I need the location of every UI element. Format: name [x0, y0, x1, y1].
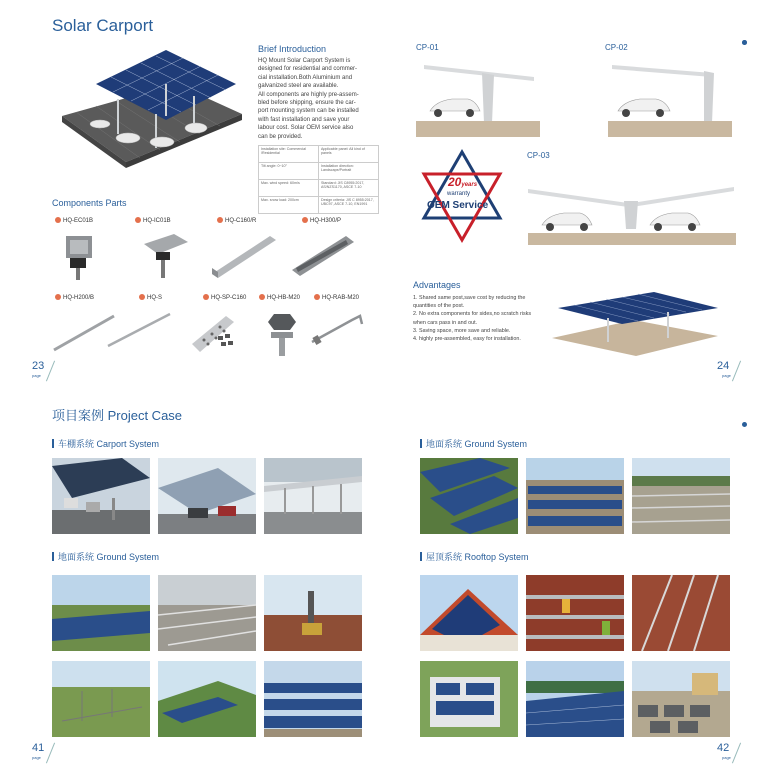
heading-text: 地面系统 Ground System — [426, 439, 528, 449]
brief-intro-heading: Brief Introduction — [258, 44, 327, 54]
cp02-illustration — [608, 55, 732, 144]
page-marker-dot — [742, 40, 747, 45]
ground-system-photo — [264, 575, 362, 651]
carport-photo — [158, 458, 256, 534]
ground-system-heading-right — [420, 437, 527, 450]
page-divider-slash — [732, 743, 741, 764]
oem-years-number: 20 — [448, 175, 462, 189]
bullet-icon — [203, 294, 209, 300]
rooftop-system-heading — [420, 550, 529, 563]
oem-years-suffix: years — [461, 182, 478, 188]
page-number-left: 23 — [32, 360, 45, 372]
advantage-item: 4. highly pre-assembled, easy for installation. — [413, 336, 521, 343]
project-case-title: 项目案例 Project Case — [52, 408, 183, 423]
part-label-h200b — [55, 294, 94, 301]
advantages-heading: Advantages — [413, 280, 461, 290]
bolt-pile-image — [216, 332, 240, 357]
advantages-list — [413, 294, 553, 343]
rooftop-system-photo — [526, 575, 624, 651]
anchor-bolt-image — [308, 312, 366, 353]
ground-system-photo — [420, 458, 518, 534]
spec-cell: Installation site: Commercial /Residential — [259, 146, 319, 163]
bullet-icon — [302, 217, 308, 223]
page-divider-slash — [46, 743, 55, 764]
page-label-left: page — [32, 755, 41, 760]
inter-clamp-image — [140, 230, 192, 289]
part-code: HQ-H300/P — [310, 218, 342, 224]
oem-service-badge — [418, 148, 506, 249]
advantage-item: 2. No extra components for sides,no scratch risks — [413, 311, 532, 318]
heading-bar — [420, 439, 422, 448]
cp03-illustration — [528, 165, 736, 252]
cp02-label: CP-02 — [605, 43, 628, 52]
page-number-left: 41 — [32, 742, 45, 754]
part-label-hb-m20 — [259, 294, 300, 301]
part-label-sp-c160 — [203, 294, 246, 301]
oem-years — [448, 175, 477, 189]
advantage-item: quantities of the post. — [413, 303, 465, 310]
ground-system-photo — [158, 575, 256, 651]
spec-cell: Max. snow load: 200cm — [259, 197, 319, 214]
ground-system-photo — [264, 661, 362, 737]
bullet-icon — [135, 217, 141, 223]
part-code: HQ-HB-M20 — [267, 295, 301, 301]
brief-intro-text: HQ Mount Solar Carport System is designed for residential and commer- cial installation.Both Aluminium and galvanized steel are available. All components are highly pre-assem- bled before shipping, ensure the car- port mounting system can be installed with fast installation and save your labour cost. Solar OEM service also can be provided. — [258, 58, 359, 140]
bullet-icon — [55, 294, 61, 300]
ground-system-photo — [52, 575, 150, 651]
part-label-rab-m20 — [314, 294, 359, 301]
end-clamp-image — [58, 230, 108, 289]
cp01-label: CP-01 — [416, 43, 439, 52]
part-code: HQ-RAB-M20 — [322, 295, 360, 301]
heading-bar — [420, 552, 422, 561]
heading-text: 车棚系统 Carport System — [58, 439, 160, 449]
heading-text: 屋顶系统 Rooftop System — [426, 552, 529, 562]
page-number-right: 42 — [717, 742, 730, 754]
ground-system-photo — [52, 661, 150, 737]
heading-text: 地面系统 Ground System — [58, 552, 160, 562]
rooftop-system-photo — [420, 575, 518, 651]
spec-cell: Installation direction: Landscape/Portrait — [319, 163, 379, 180]
spec-table — [258, 145, 379, 214]
heading-bar — [52, 439, 54, 448]
advantage-item: 3. Saving space, more save and reliable. — [413, 327, 511, 334]
hex-bolt-image — [266, 310, 300, 365]
spec-cell: Standard: JIS C8955:2017, AS/NZS1170, ASCE 7-10 — [319, 180, 379, 197]
spec-cell: Applicable panel: All kind of panels — [319, 146, 379, 163]
page-label-right: page — [722, 755, 731, 760]
c-channel-image — [208, 230, 280, 285]
heading-bar — [52, 552, 54, 561]
hero-carport-illustration — [56, 44, 246, 179]
page-divider-slash — [46, 361, 55, 382]
bullet-icon — [314, 294, 320, 300]
part-code: HQ-S — [147, 295, 162, 301]
bullet-icon — [217, 217, 223, 223]
carport-photo — [264, 458, 362, 534]
page-title: Solar Carport — [52, 16, 154, 35]
components-heading: Components Parts — [52, 198, 127, 208]
bar-s-image — [104, 310, 174, 355]
part-label-c160r — [217, 217, 256, 224]
part-code: HQ-C160/R — [225, 218, 257, 224]
part-code: HQ-IC01B — [143, 218, 171, 224]
rooftop-system-photo — [632, 661, 730, 737]
spec-cell: Max. wind speed: 60m/s — [259, 180, 319, 197]
rooftop-system-photo — [420, 661, 518, 737]
advantages-illustration — [548, 290, 722, 363]
carport-system-heading — [52, 437, 159, 450]
ground-system-photo — [632, 458, 730, 534]
page-number-right: 24 — [717, 360, 730, 372]
carport-photo — [52, 458, 150, 534]
part-label-ic01b — [135, 217, 171, 224]
spec-cell: Tilt angle: 0~10° — [259, 163, 319, 180]
rooftop-system-photo — [632, 575, 730, 651]
cp01-illustration — [416, 55, 540, 144]
advantage-item: when cars pass in and out. — [413, 319, 478, 326]
oem-service-text: OEM Service — [427, 200, 489, 211]
part-label-ec01b — [55, 217, 93, 224]
part-code: HQ-SP-C160 — [211, 295, 247, 301]
bullet-icon — [139, 294, 145, 300]
advantage-item: 1. Shared same post,save cost by reducing the — [413, 295, 526, 301]
part-label-s — [139, 294, 162, 301]
page-divider-slash — [732, 361, 741, 382]
spec-cell: Design criteria: JIS C 8955:2017, UBC97, ASCE 7-10, EN1991 — [319, 197, 379, 214]
page-label-left: page — [32, 373, 41, 378]
part-code: HQ-H200/B — [63, 295, 95, 301]
rooftop-system-photo — [526, 661, 624, 737]
part-label-h300p — [302, 217, 341, 224]
ground-system-photo — [526, 458, 624, 534]
oem-warranty: warranty — [447, 191, 471, 197]
page-marker-dot — [742, 422, 747, 427]
rail-profile-image — [290, 230, 356, 285]
cp03-label: CP-03 — [527, 151, 550, 160]
bullet-icon — [259, 294, 265, 300]
part-code: HQ-EC01B — [63, 218, 94, 224]
ground-system-heading-left — [52, 550, 159, 563]
ground-system-photo — [158, 661, 256, 737]
bullet-icon — [55, 217, 61, 223]
page-label-right: page — [722, 373, 731, 378]
